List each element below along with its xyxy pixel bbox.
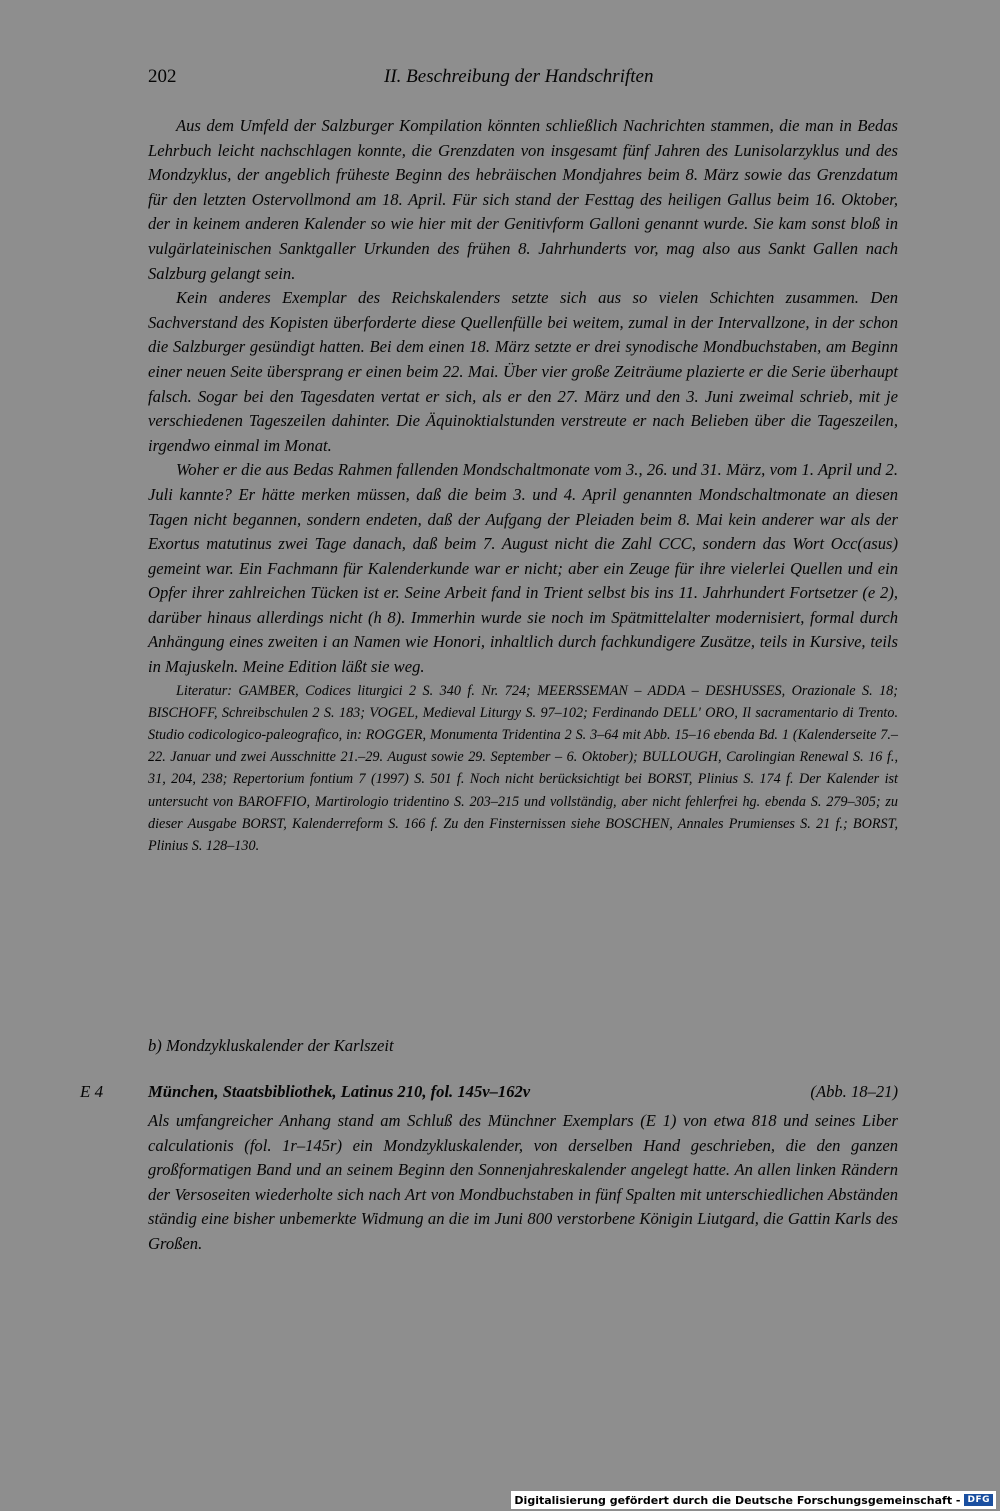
paragraph: Kein anderes Exemplar des Reichskalenders setzte sich aus so vielen Schichten zusammen. Den Sachverstand des Kopisten überforderte diese Quellenfülle bei weitem, zumal in der Intervallzone, in der schon die Salzburger gesündigt hatten. Bei dem einen 18. März setzte er drei synodische Mondbuchstaben, am Beginn einer neuen Seite übersprang er einen beim 22. Mai. Über vier große Zeiträume plazierte er die Serie überhaupt falsch. Sogar bei den Tagesdaten vertat er sich, als er den 27. März und den 3. Juni zweimal schrieb, mit je verschiedenen Tageszeilen dahinter. Die Äquinoktialstunden verstreute er nach Belieben über die Tageszeilen, irgendwo einmal im Monat. bbox=[148, 288, 898, 455]
paragraph: Woher er die aus Bedas Rahmen fallenden Mondschaltmonate vom 3., 26. und 31. März, vom 1. April und 2. Juli kannte? Er hätte merken müssen, daß die beim 3. und 4. April genannten Mondschaltmonate an diesen Tagen nicht begannen, sondern endeten, daß der Aufgang der Pleiaden beim 8. Mai kein anderer war als der Exortus matutinus zwei Tage danach, daß beim 7. August nicht die Zahl CCC, sondern das Wort Occ(asus) gemeint war. Ein Fachmann für Kalenderkunde war er nicht; aber ein Zeuge für ihre vielerlei Quellen und ein Opfer ihrer zahlreichen Tücken ist er. Seine Arbeit fand in Trient selbst bis ins 11. Jahrhundert Fortsetzer (e 2), darüber hinaus allerdings nicht (h 8). Immerhin wurde sie noch im Spätmittelalter modernisiert, formal durch Anhängung eines zweiten i an Namen wie Honori, inhaltlich durch fachkundigere Zusätze, teils in Kursive, teils in Majuskeln. Meine Edition läßt sie weg. bbox=[148, 460, 898, 677]
literature-note: Literatur: GAMBER, Codices liturgici 2 S. 340 f. Nr. 724; MEERSSEMAN – ADDA – DESHUSSES, Orazionale S. 18; BISCHOFF, Schreibschulen 2 S. 183; VOGEL, Medieval Liturgy S. 97–102; Ferdinando DELL' ORO, Il sacramentario di Trento. Studio codicologico-paleografico, in: ROGGER, Monumenta Tridentina 2 S. 3–64 mit Abb. 15–16 ebenda Bd. 1 (Kalenderseite 7.–22. Januar und zwei Ausschnitte 21.–29. August sowie 29. September – 6. Oktober); BULLOUGH, Carolingian Renewal S. 16 f., 31, 204, 238; Repertorium fontium 7 (1997) S. 501 f. Noch nicht berücksichtigt bei BORST, Plinius S. 174 f. Der Kalender ist untersucht von BAROFFIO, Martirologio tridentino S. 203–215 und vollständig, aber nicht fehlerfrei hg. ebenda S. 279–305; zu dieser Ausgabe BORST, Kalenderreform S. 166 f. Zu den Finsternissen siehe BOSCHEN, Annales Prumienses S. 21 f.; BORST, Plinius S. 128–130. bbox=[148, 682, 898, 855]
entry-title: München, Staatsbibliothek, Latinus 210, fol. 145v–162v bbox=[148, 1082, 531, 1101]
page-header bbox=[148, 66, 898, 90]
entry-text bbox=[148, 1109, 898, 1257]
paragraph: Als umfangreicher Anhang stand am Schluß des Münchner Exemplars (E 1) von etwa 818 und seines Liber calculationis (fol. 1r–145r) ein Mondzykluskalender, von derselben Hand geschrieben, die den ganzen großformatigen Band und an seinem Beginn den Sonnenjahreskalender angelegt hatte. An allen linken Rändern der Versoseiten wiederholte sich nach Art von Mondbuchstaben in fünf Spalten mit unterschiedlichen Abständen ständig eine bisher unbemerkte Widmung an die im Juni 800 verstorbene Königin Liutgard, die Gattin Karls des Großen. bbox=[148, 1111, 898, 1253]
dfg-logo: DFG bbox=[964, 1494, 993, 1506]
body-text bbox=[148, 114, 898, 857]
section-heading: b) Mondzykluskalender der Karlszeit bbox=[148, 1036, 394, 1055]
entry-label: E 4 bbox=[80, 1082, 104, 1101]
entry-figure-reference: (Abb. 18–21) bbox=[810, 1082, 898, 1101]
running-head: II. Beschreibung der Handschriften bbox=[384, 66, 654, 87]
page-number: 202 bbox=[148, 66, 177, 87]
footer-text: Digitalisierung gefördert durch die Deutsche Forschungsgemeinschaft - bbox=[514, 1493, 961, 1507]
paragraph: Aus dem Umfeld der Salzburger Kompilation könnten schließlich Nachrichten stammen, die man in Bedas Lehrbuch leicht nachschlagen konnte, die Grenzdaten von insgesamt fünf Jahren des Lunisolarzyklus und des Mondzyklus, der angeblich früheste Beginn des hebräischen Mondjahres beim 8. März sowie das Grenzdatum für den letzten Ostervollmond am 18. April. Für sich stand der Festtag des heiligen Gallus beim 16. Oktober, der in keinem anderen Kalender so wie hier mit der Genitivform Galloni genannt wurde. Sie kam sonst bloß in vulgärlateinischen Sanktgaller Urkunden des frühen 8. Jahrhunderts vor, mag also aus Sankt Gallen nach Salzburg gelangt sein. bbox=[148, 116, 898, 283]
digitization-footer bbox=[511, 1491, 996, 1509]
